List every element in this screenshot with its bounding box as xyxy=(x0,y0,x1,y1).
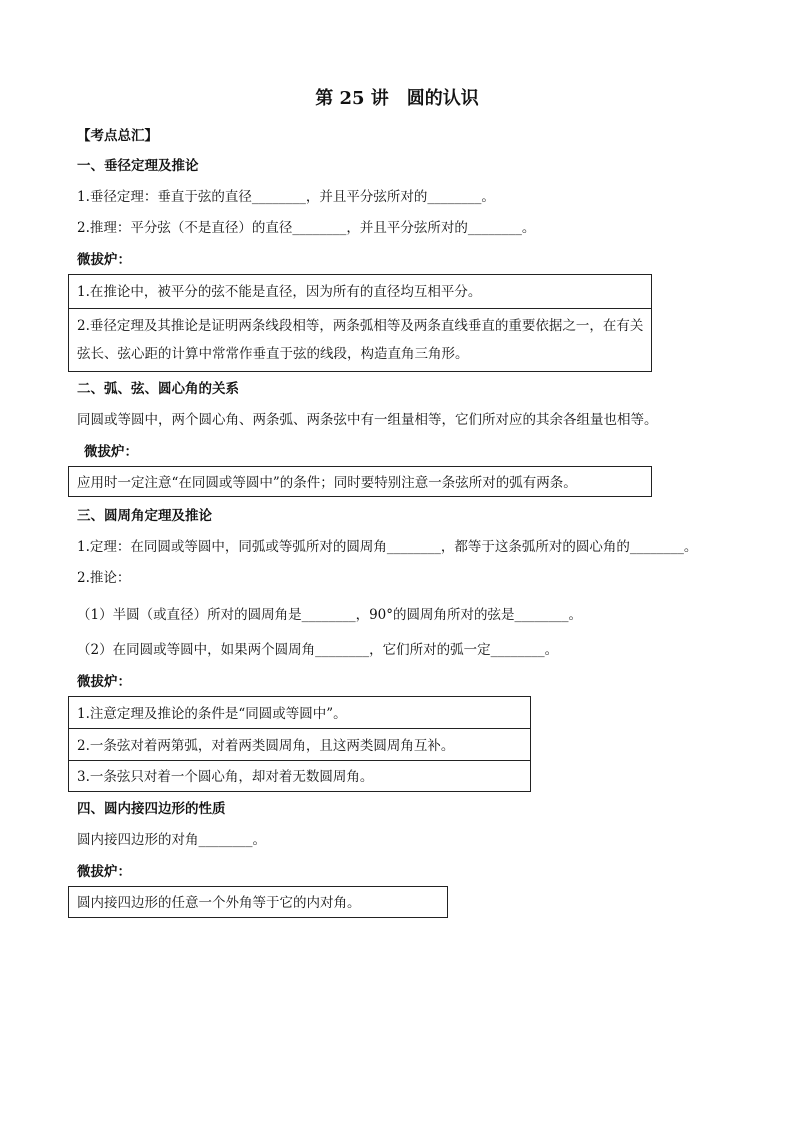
note-text: 1.在推论中，被平分的弦不能是直径，因为所有的直径均互相平分。 xyxy=(77,284,482,300)
section-3-heading: 三、圆周角定理及推论 xyxy=(77,508,212,524)
section-1-line-2: 2.推理：平分弦（不是直径）的直径________，并且平分弦所对的________。 xyxy=(77,220,536,236)
section-3-line-4: （2）在同圆或等圆中，如果两个圆周角________，它们所对的弧一定________。 xyxy=(77,642,559,658)
section-3-line-1: 1.定理：在同圆或等圆中，同弧或等弧所对的圆周角________，都等于这条弧所对的圆心角的________。 xyxy=(77,539,698,555)
page-title: 第 25 讲 圆的认识 xyxy=(315,88,479,109)
section-4-note-label: 微拔炉： xyxy=(77,864,131,880)
note-row xyxy=(69,697,530,729)
note-row xyxy=(69,729,530,761)
section-3-note-box xyxy=(68,696,531,792)
section-2-heading: 二、弧、弦、圆心角的关系 xyxy=(77,381,239,397)
note-row xyxy=(69,309,651,372)
summary-label: 【考点总汇】 xyxy=(77,128,158,144)
note-text: 圆内接四边形的任意一个外角等于它的内对角。 xyxy=(77,895,361,911)
note-row xyxy=(69,761,530,792)
section-1-note-box xyxy=(68,274,652,372)
note-text: 2.垂径定理及其推论是证明两条线段相等，两条弧相等及两条直线垂直的重要依据之一，在有关弦长、弦心距的计算中常常作垂直于弦的线段，构造直角三角形。 xyxy=(77,318,644,362)
section-1-heading: 一、垂径定理及推论 xyxy=(77,158,199,174)
section-1-line-1: 1.垂径定理：垂直于弦的直径________，并且平分弦所对的________。 xyxy=(77,189,495,205)
section-3-note-label: 微拔炉： xyxy=(77,674,131,690)
section-2-line-1: 同圆或等圆中，两个圆心角、两条弧、两条弦中有一组量相等，它们所对应的其余各组量也相等。 xyxy=(77,412,658,428)
section-4-line-1: 圆内接四边形的对角________。 xyxy=(77,832,266,848)
note-text: 应用时一定注意“在同圆或等圆中”的条件；同时要特别注意一条弦所对的弧有两条。 xyxy=(77,475,577,491)
note-row xyxy=(69,467,651,497)
note-text: 3.一条弦只对着一个圆心角，却对着无数圆周角。 xyxy=(77,769,374,785)
note-row xyxy=(69,887,447,918)
section-3-line-2: 2.推论： xyxy=(77,570,131,586)
section-4-heading: 四、圆内接四边形的性质 xyxy=(77,801,226,817)
section-2-note-box xyxy=(68,466,652,497)
section-4-note-box xyxy=(68,886,448,918)
section-1-note-label: 微拔炉： xyxy=(77,252,131,268)
note-text: 1.注意定理及推论的条件是“同圆或等圆中”。 xyxy=(77,706,347,722)
note-row xyxy=(69,275,651,309)
section-2-note-label: 微拔炉： xyxy=(84,444,138,460)
note-text: 2.一条弦对着两第弧，对着两类圆周角，且这两类圆周角互补。 xyxy=(77,738,455,754)
section-3-line-3: （1）半圆（或直径）所对的圆周角是________，90°的圆周角所对的弦是________。 xyxy=(77,607,583,623)
